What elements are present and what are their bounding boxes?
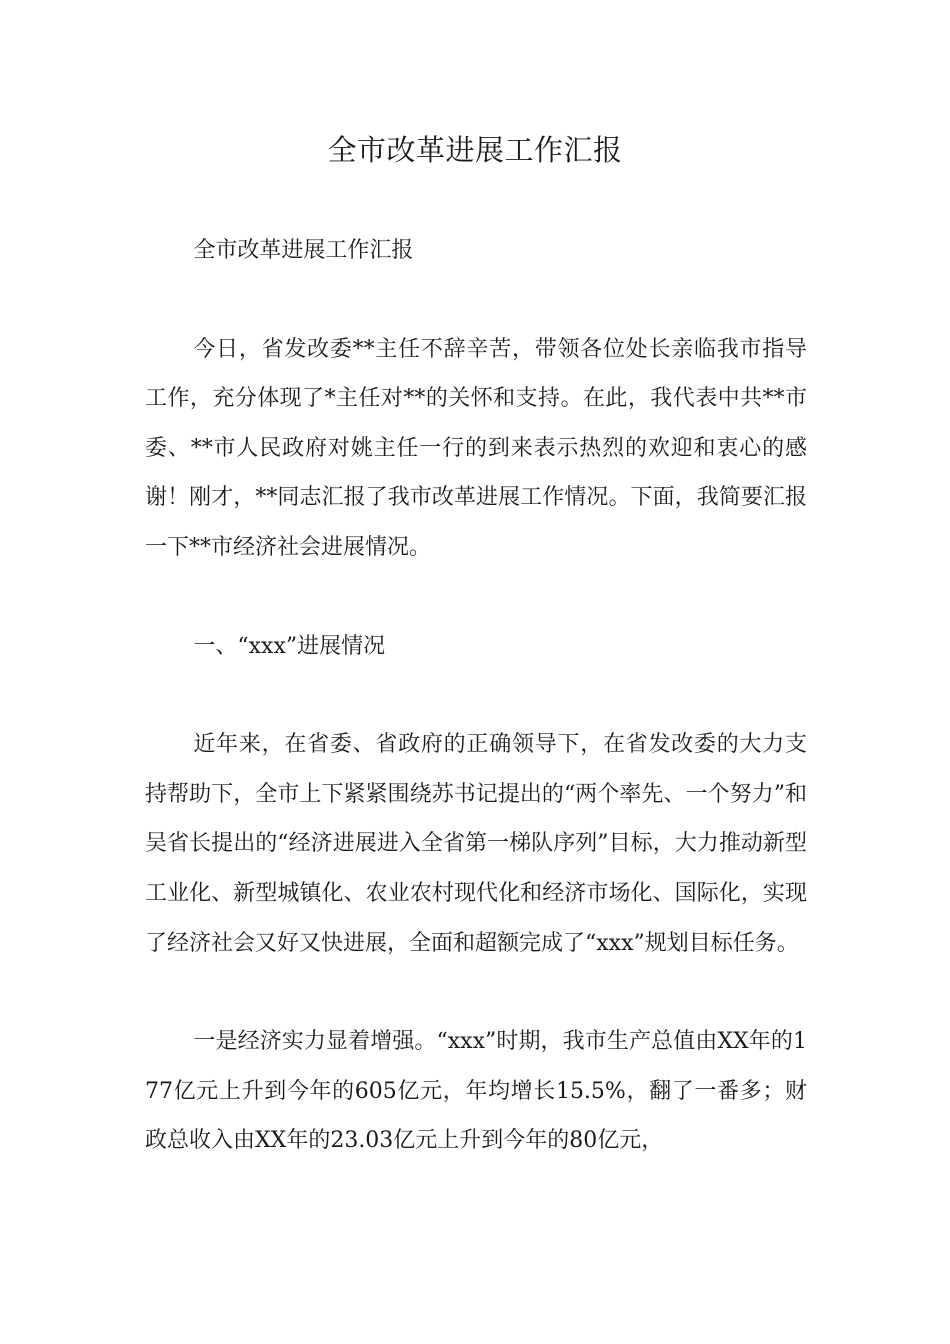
paragraph-subtitle: 全市改革进展工作汇报: [193, 238, 414, 263]
document-body: [145, 226, 807, 1166]
paragraph-intro: 今日，省发改委**主任不辞辛苦，带领各位处长亲临我市指导工作，充分体现了*主任对**的关怀和支持。在此，我代表中共**市委、**市人民政府对姚主任一行的到来表示热烈的欢迎和衷心的感谢！刚才，**同志汇报了我市改革进展工作情况。下面，我简要汇报一下**市经济社会进展情况。: [145, 336, 807, 560]
document-title: 全市改革进展工作汇报: [327, 133, 623, 167]
paragraph-overview: 近年来，在省委、省政府的正确领导下，在省发改委的大力支持帮助下，全市上下紧紧围绕苏书记提出的“两个率先、一个努力”和吴省长提出的“经济进展进入全省第一梯队序列”目标，大力推动新型工业化、新型城镇化、农业农村现代化和经济市场化、国际化，实现了经济社会又好又快进展，全面和超额完成了“xxx”规划目标任务。: [145, 732, 807, 956]
section-heading: 一、“xxx”进展情况: [193, 633, 386, 659]
paragraph-economy: 一是经济实力显着增强。“xxx”时期，我市生产总值由XX年的177亿元上升到今年的605亿元，年均增长15.5%，翻了一番多；财政总收入由XX年的23.03亿元上升到今年的80亿元，: [145, 1029, 807, 1154]
